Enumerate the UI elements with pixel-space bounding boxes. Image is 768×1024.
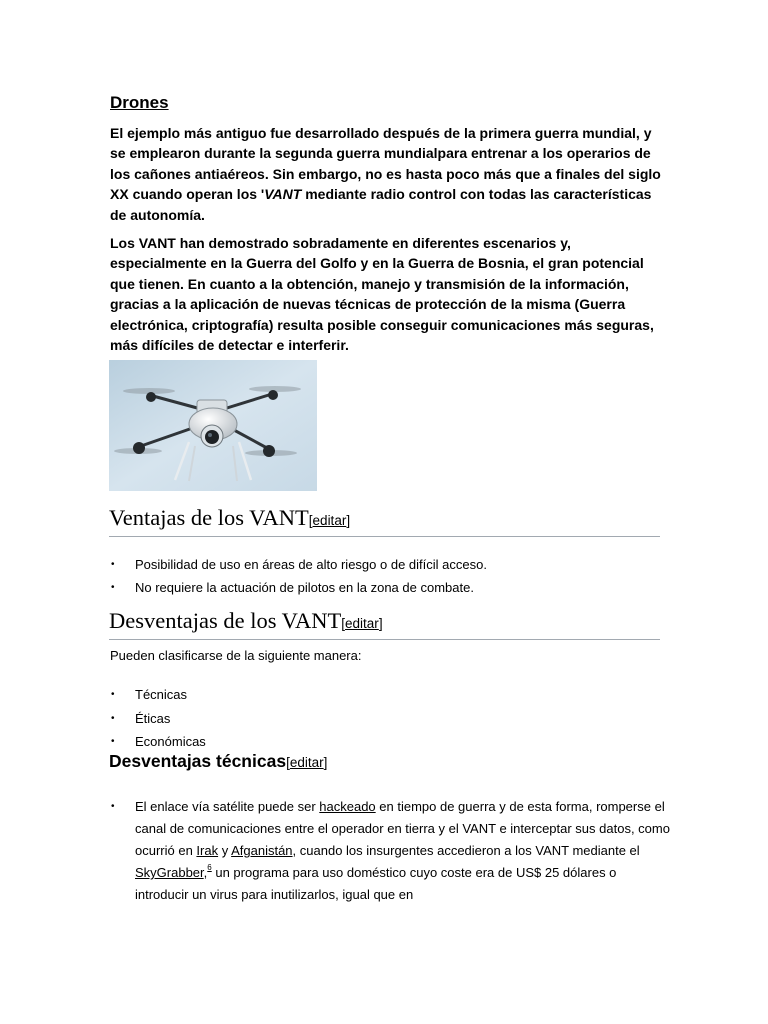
ventajas-list (110, 556, 670, 602)
heading-desventajas-tecnicas (109, 751, 327, 772)
edit-bracket-open: [ (308, 513, 313, 528)
list-item-text: en tiempo de guerra y de esta forma, romperse el canal de comunicaciones entre el operador en tierra y el VANT e interceptar sus datos, como ocurrió en (135, 799, 670, 858)
list-item-text: No requiere la actuación de pilotos en la zona de combate. (135, 580, 474, 595)
bullet-icon: • (111, 712, 115, 724)
section-title-drones: Drones (110, 93, 169, 112)
list-item (110, 686, 670, 710)
link-afganistan[interactable]: Afganistán (231, 843, 293, 858)
paragraph-vant-potential: Los VANT han demostrado sobradamente en diferentes escenarios y, especialmente en la Guerra del Golfo y en la Guerra de Bosnia, el gran potencial que tienen. En cuanto a la obtención, manejo y transmisión de la información, gracias a la aplicación de nuevas técnicas de protección de la misma (Guerra electrónica, criptografía) resulta posible conseguir comunicaciones más seguras, más difíciles de detectar e interferir. (110, 235, 654, 354)
edit-bracket-close: ] (323, 755, 328, 770)
bullet-icon: • (111, 559, 115, 570)
edit-section-tecnicas (286, 755, 327, 770)
edit-section-ventajas (309, 513, 350, 528)
heading-desventajas-text: Desventajas de los VANT (109, 608, 342, 633)
edit-bracket-open: [ (341, 616, 346, 631)
reference-link-6[interactable]: 6 (207, 863, 212, 872)
list-item-text: un programa para uso doméstico cuyo coste era de US$ 25 dólares o introducir un virus para inutilizarlos, igual que en (135, 865, 617, 902)
list-item-text: Económicas (135, 734, 206, 749)
paragraph-history (110, 123, 670, 225)
list-item-text: Éticas (135, 710, 171, 726)
drone-photo (109, 360, 317, 491)
link-irak[interactable]: Irak (196, 843, 219, 858)
edit-bracket-close: ] (346, 513, 351, 528)
link-hackeado[interactable]: hackeado (319, 799, 376, 814)
list-item-text: , (203, 865, 208, 880)
list-item (110, 556, 670, 579)
link-skygrabber[interactable]: SkyGrabber (135, 865, 204, 880)
heading-ventajas (109, 505, 660, 537)
bullet-icon: • (111, 689, 115, 700)
heading-ventajas-text: Ventajas de los VANT (109, 505, 309, 530)
paragraph-history-text-2: mediante radio control con todas las características de autonomía. (110, 186, 652, 223)
bullet-icon: • (111, 582, 115, 593)
edit-bracket-close: ] (378, 616, 383, 631)
edit-section-desventajas (341, 616, 382, 631)
list-item (110, 710, 670, 734)
desventajas-list (110, 686, 670, 757)
edit-link-ventajas[interactable]: editar (312, 513, 347, 528)
heading-tecnicas-text: Desventajas técnicas (109, 751, 287, 771)
list-item-text: El enlace vía satélite puede ser (135, 799, 320, 814)
edit-link-tecnicas[interactable]: editar (289, 755, 324, 770)
vant-italic-term: VANT (264, 186, 302, 203)
list-item-text: y (218, 843, 232, 858)
tecnicas-list (110, 796, 670, 906)
bullet-icon: • (111, 736, 115, 747)
heading-desventajas (109, 608, 660, 640)
bullet-icon: • (111, 801, 115, 812)
paragraph-history-text-1: El ejemplo más antiguo fue desarrollado después de la primera guerra mundial, y se emplearon durante la segunda guerra mundialpara entrenar a los operarios de los cañones antiaéreos. Sin embargo, no es hasta poco más que a finales del siglo XX cuando operan los ' (110, 125, 661, 203)
edit-link-desventajas[interactable]: editar (345, 616, 379, 631)
list-item (110, 579, 670, 602)
list-item-text: Técnicas (135, 687, 188, 702)
list-item (110, 796, 670, 906)
desventajas-intro: Pueden clasificarse de la siguiente manera: (110, 648, 362, 663)
list-item-text: Posibilidad de uso en áreas de alto riesgo o de difícil acceso. (135, 557, 487, 572)
list-item-text: , cuando los insurgentes accedieron a los VANT mediante el (292, 843, 640, 858)
edit-bracket-open: [ (286, 755, 290, 770)
